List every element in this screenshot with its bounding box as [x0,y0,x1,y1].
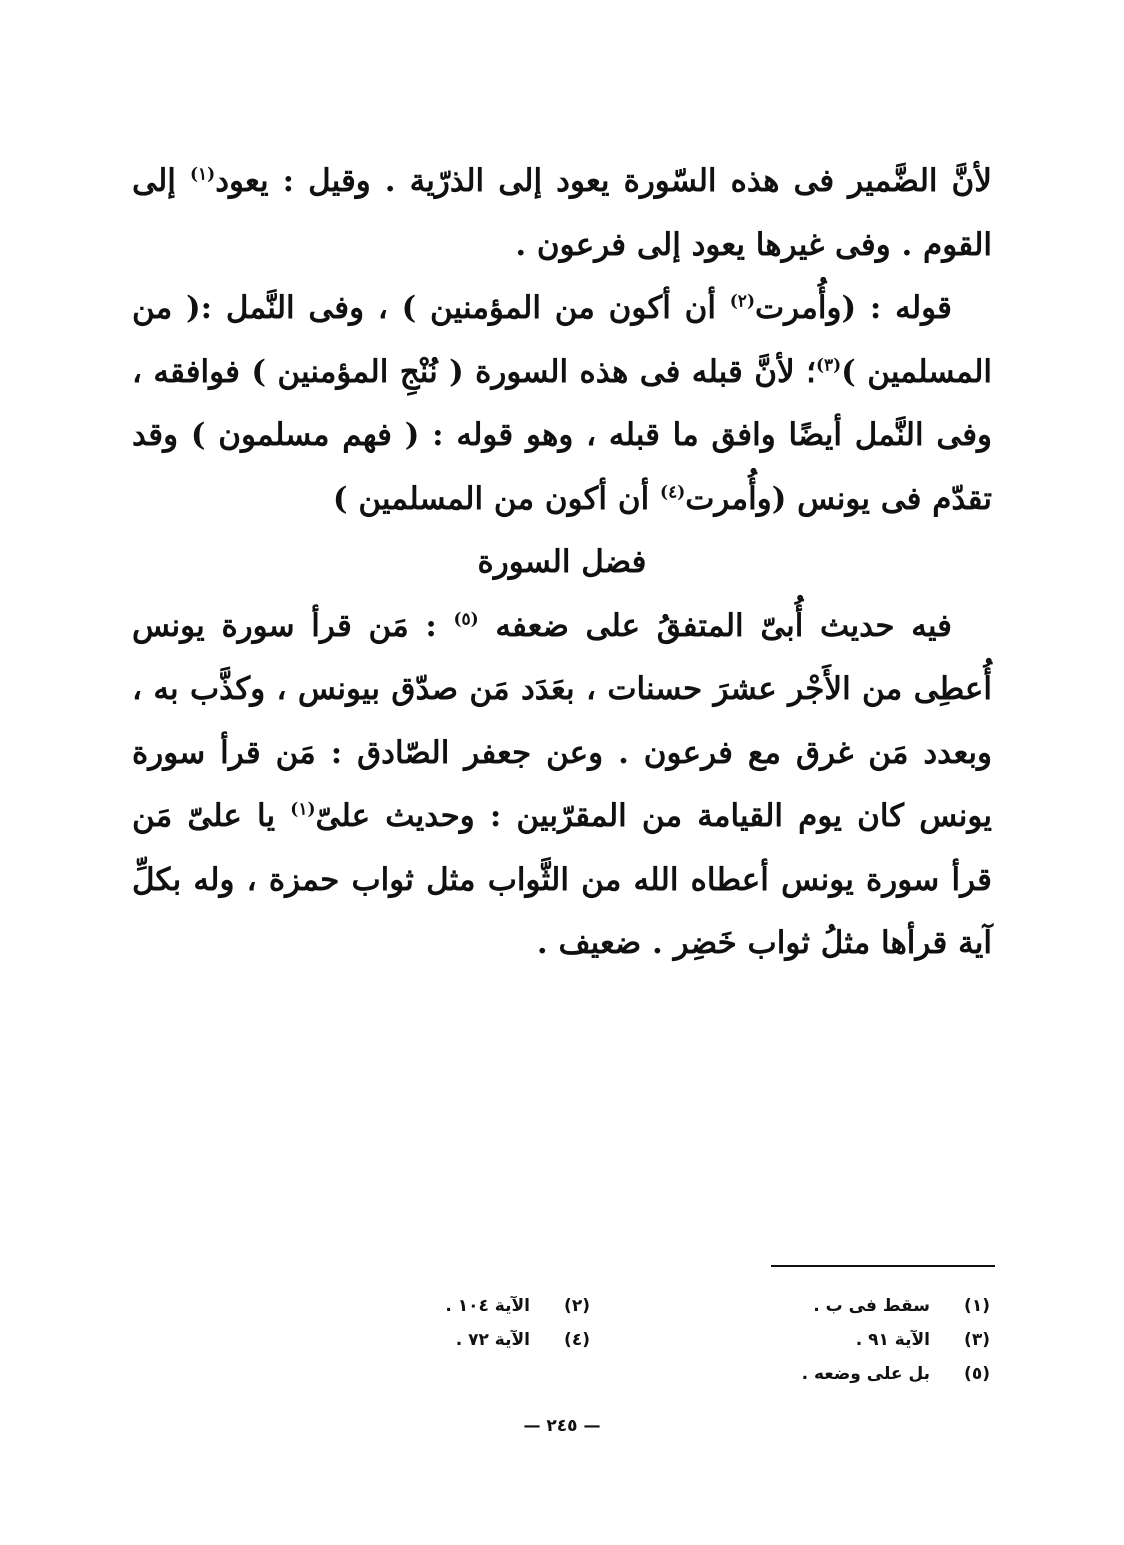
main-text [132,150,992,976]
paragraph-1: لأنَّ الضَّمير فى هذه السّورة يعود إلى الذرّية . وقيل : يعود$^{(١)}$ إلى القوم . وفى غيرها يعود إلى فرعون . [132,163,992,263]
footnote-marker-4: (٤) [660,482,686,503]
page-number: — ٢٤٥ — [523,1416,601,1436]
footnote-marker-3: (٣) [815,355,842,376]
footnote-marker-1: (١) [189,164,216,185]
footnote-3: (٣)الآية ٩١ . [855,1330,990,1350]
paragraph-2: قوله : (وأُمرت$^{(٢)}$ أن أكون من المؤمنين ) ، وفى النَّمل :( من المسلمين )$^{(٣)}$؛ لأنَّ قبله فى هذه السورة ( نُنْجِ المؤمنين ) فوافقه ، وفى النَّمل أيضًا وافق ما قبله ، وهو قوله : ( فهم مسلمون ) وقد تقدّم فى يونس (وأُمرت$^{(٤)}$ أن أكون من المسلمين ) [132,290,993,517]
footnote-marker-6: (١) [290,799,316,820]
section-title: فضل السورة [477,544,647,580]
footnote-marker-2: (٢) [729,291,755,312]
footnote-marker-5: (٥) [453,609,479,630]
footnote-2: (٢)الآية ١٠٤ . [445,1296,590,1316]
footnote-5: (٥)بل على وضعه . [801,1364,990,1384]
footnote-4: (٤)الآية ٧٢ . [455,1330,590,1350]
footnote-separator [771,1265,995,1267]
paragraph-3: فيه حديث أُبىّ المتفقُ على ضعفه $^{(٥)}$ : مَن قرأ سورة يونس أُعطِى من الأَجْر عشرَ حسنات ، بعَدَد مَن صدّق بيونس ، وكذَّب به ، وبعدد مَن غرق مع فرعون . وعن جعفر الصّادق : مَن قرأ سورة يونس كان يوم القيامة من المقرّبين : وحديث علىّ$^{(١)}$ يا علىّ مَن قرأ سورة يونس أعطاه الله من الثَّواب مثل ثواب حمزة ، وله بكلِّ آية قرأها مثلُ ثواب خَضِر . ضعيف . [132,607,992,961]
footnote-1: (١)سقط فى ب . [813,1296,990,1316]
